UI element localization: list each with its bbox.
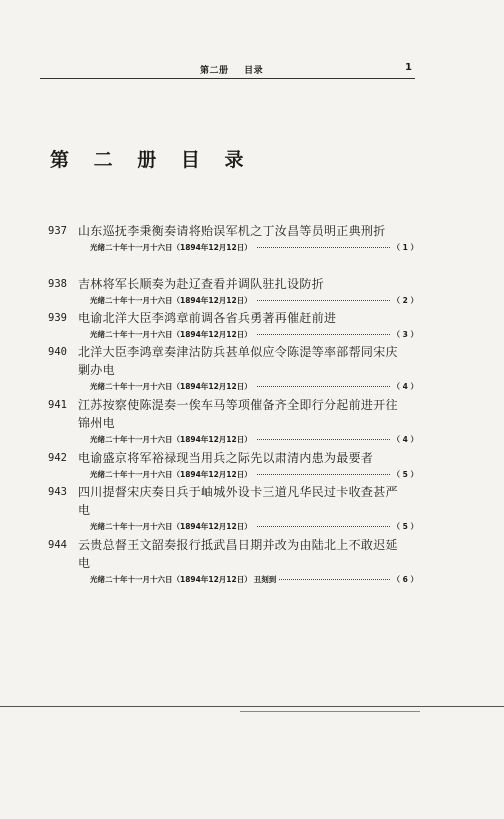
dot-leader: [257, 474, 390, 475]
entry-date-line: [90, 467, 418, 483]
entry-date-line: [90, 327, 418, 343]
header-rule: [40, 78, 415, 79]
entry-number: 940: [48, 346, 67, 358]
entry-title: 四川提督宋庆奏日兵于岫城外设卡三道凡华民过卡收查甚严电: [78, 485, 398, 517]
entry-date: 光绪二十年十一月十六日（1894年12月12日）: [90, 575, 252, 584]
entry-date: 光绪二十年十一月十六日（1894年12月12日）: [90, 470, 252, 479]
entry-title: 电谕北洋大臣李鸿章前调各省兵勇著再催赶前进: [78, 311, 337, 325]
entry-page: （ 5 ）: [392, 470, 418, 479]
toc-entry-944: [48, 536, 418, 589]
entry-date: 光绪二十年十一月十六日（1894年12月12日）: [90, 243, 252, 252]
toc-entry-940: [48, 343, 418, 396]
entry-number: 944: [48, 539, 67, 551]
entry-page: （ 6 ）: [392, 575, 418, 584]
entry-number: 939: [48, 312, 67, 324]
bottom-rule-secondary: [240, 711, 420, 712]
entry-title: 江苏按察使陈湜奏一俟车马等项催备齐全即行分起前进开往锦州电: [78, 398, 398, 430]
entry-date-line: [90, 432, 418, 448]
entry-date-line: [90, 379, 418, 395]
entry-number: 941: [48, 399, 67, 411]
entry-title: 吉林将军长顺奏为赴辽查看并调队驻扎设防折: [78, 277, 325, 291]
entry-note: 丑刻到: [253, 575, 277, 584]
toc-entry-938: [48, 275, 418, 309]
toc-entry-941: [48, 396, 418, 449]
entry-number: 943: [48, 486, 67, 498]
entry-number: 942: [48, 452, 67, 464]
entry-page: （ 2 ）: [392, 296, 418, 305]
dot-leader: [257, 439, 390, 440]
running-head-section: 目录: [244, 66, 264, 76]
bottom-rule: [0, 706, 504, 707]
page-number: 1: [405, 62, 412, 73]
dot-leader: [257, 334, 390, 335]
toc-title: 第 二 册 目 录: [50, 149, 253, 171]
entry-date-line: [90, 519, 418, 535]
entry-date: 光绪二十年十一月十六日（1894年12月12日）: [90, 435, 252, 444]
entry-date: 光绪二十年十一月十六日（1894年12月12日）: [90, 382, 252, 391]
page-header: [40, 62, 412, 76]
dot-leader: [279, 579, 389, 580]
entry-page: （ 4 ）: [392, 435, 418, 444]
toc-entry-942: [48, 449, 418, 483]
entry-date-line: [90, 572, 418, 588]
entry-date: 光绪二十年十一月十六日（1894年12月12日）: [90, 296, 252, 305]
dot-leader: [257, 300, 390, 301]
entry-number: 938: [48, 278, 67, 290]
toc-list: [48, 222, 418, 589]
entry-date-line: [90, 293, 418, 309]
running-head-volume: 第二册: [200, 66, 229, 76]
toc-entry-943: [48, 483, 418, 536]
running-head: [200, 63, 275, 76]
entry-number: 937: [48, 225, 67, 237]
toc-entry-939: [48, 309, 418, 343]
entry-title: 电谕盛京将军裕禄现当用兵之际先以肃清内患为最要者: [78, 451, 374, 465]
entry-title: 云贵总督王文韶奏报行抵武昌日期并改为由陆北上不敢迟延电: [78, 538, 398, 570]
entry-page: （ 1 ）: [392, 243, 418, 252]
dot-leader: [257, 247, 390, 248]
entry-page: （ 4 ）: [392, 382, 418, 391]
entry-date: 光绪二十年十一月十六日（1894年12月12日）: [90, 522, 252, 531]
entry-date-line: [90, 240, 418, 256]
entry-date: 光绪二十年十一月十六日（1894年12月12日）: [90, 330, 252, 339]
dot-leader: [257, 526, 390, 527]
toc-entry-937: [48, 222, 418, 275]
entry-page: （ 3 ）: [392, 330, 418, 339]
dot-leader: [257, 386, 390, 387]
entry-page: （ 5 ）: [392, 522, 418, 531]
entry-title: 山东巡抚李秉衡奏请将贻误军机之丁汝昌等员明正典刑折: [78, 224, 386, 238]
entry-title: 北洋大臣李鸿章奏津沽防兵甚单似应令陈湜等率部帮同宋庆剿办电: [78, 345, 398, 377]
